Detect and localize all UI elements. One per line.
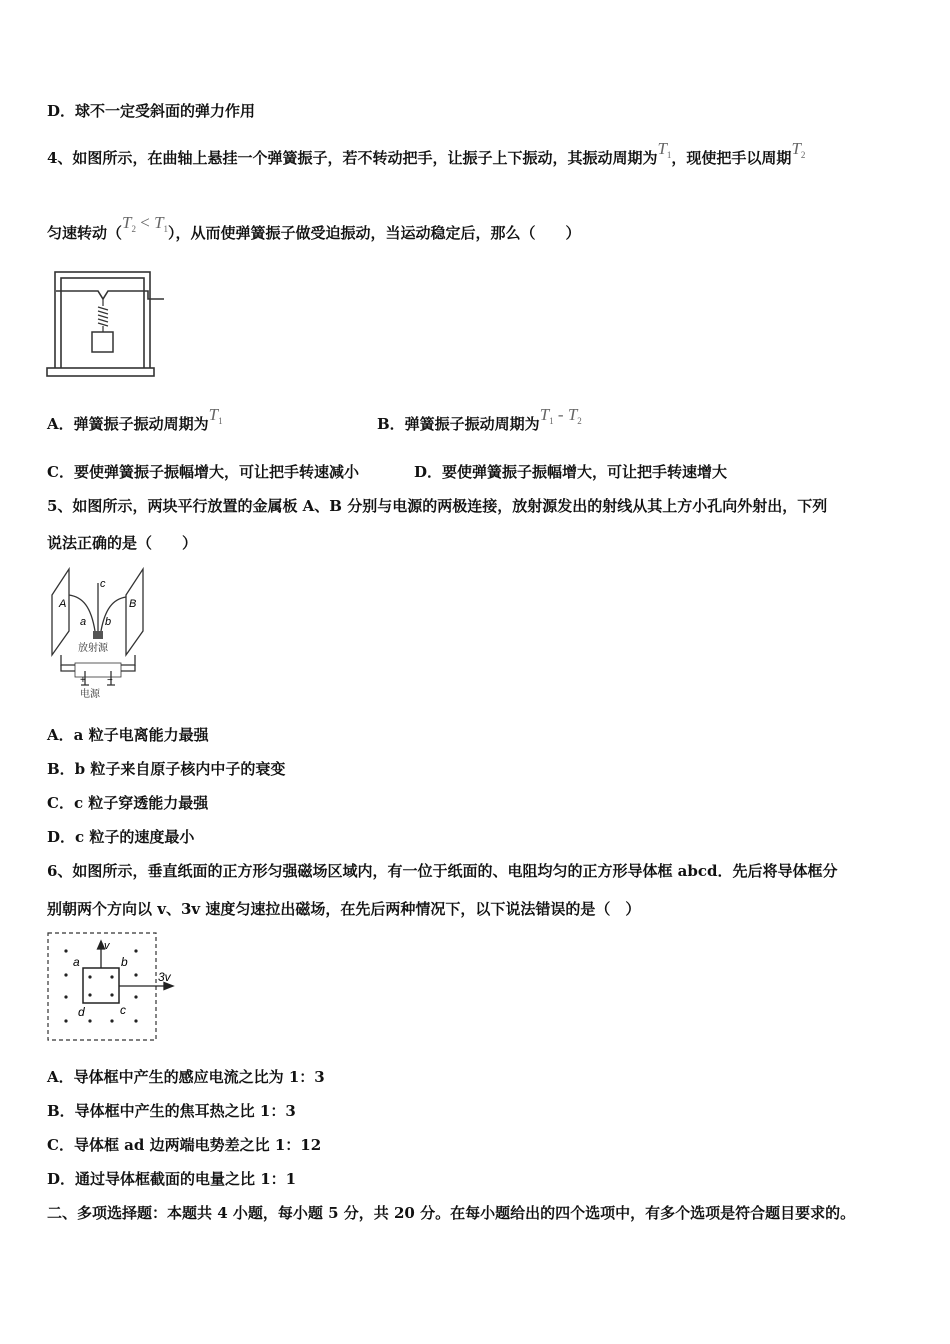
frame-inner [61, 278, 144, 372]
q5-option-b: B．b 粒子来自原子核内中子的衰变 [47, 760, 286, 778]
q4-option-a: A．弹簧振子振动周期为$T_1$ [47, 405, 223, 433]
frame-outer [55, 272, 150, 372]
label-plate-b: B [129, 598, 137, 610]
q5-option-d: D．c 粒子的速度最小 [47, 828, 195, 846]
q5-stem-line1: 5、如图所示，两块平行放置的金属板 A、B 分别与电源的两极连接，放射源发出的射线从其上方小孔向外射出，下列 [47, 497, 828, 515]
q4-condition: $T_2 < T_1$ [122, 213, 169, 234]
label-a: a [73, 955, 80, 969]
q4-option-b: B．弹簧振子振动周期为$T_1 - T_2$ [377, 405, 582, 433]
label-source: 放射源 [78, 643, 108, 654]
label-ray-b: b [105, 616, 112, 628]
label-v: v [104, 940, 110, 952]
crank-shaft [56, 291, 164, 299]
label-plate-a: A [59, 598, 67, 610]
q4-option-b-symbol: $T_1 - T_2$ [539, 405, 582, 426]
q6-magnetic-field-figure [46, 931, 178, 1042]
plate-a [52, 569, 69, 655]
q4-stem-part1: 4、如图所示，在曲轴上悬挂一个弹簧振子，若不转动把手，让振子上下振动，其振动周期为 [47, 149, 658, 167]
q5-stem-line2: 说法正确的是（ ） [47, 534, 198, 552]
label-power: 电源 [80, 689, 100, 700]
conductor-frame [83, 968, 119, 1003]
q4-stem-part3: 匀速转动（ [47, 224, 123, 242]
q6-option-d: D．通过导体框截面的电量之比 1：1 [47, 1170, 297, 1188]
label-3v: 3v [158, 970, 171, 984]
q6-option-a: A．导体框中产生的感应电流之比为 1：3 [47, 1068, 325, 1086]
label-c: c [120, 1003, 126, 1017]
section2-heading: 二、多项选择题：本题共 4 小题，每小题 5 分，共 20 分。在每小题给出的四个选项中，有多个选项是符合题目要求的。 [47, 1204, 856, 1222]
q4-symbol-t2: $T_2$ [791, 139, 806, 160]
q4-option-a-symbol: $T_1$ [208, 405, 223, 426]
q4-option-d: D．要使弹簧振子振幅增大，可让把手转速增大 [414, 463, 728, 481]
radiation-source [93, 631, 103, 639]
q5-radiation-figure [47, 567, 157, 699]
label-minus: − [107, 675, 113, 686]
q6-option-c: C．导体框 ad 边两端电势差之比 1：12 [47, 1136, 322, 1154]
label-b: b [121, 955, 128, 969]
frame-base [47, 368, 154, 376]
label-d: d [78, 1005, 85, 1019]
q5-option-a: A．a 粒子电离能力最强 [47, 726, 209, 744]
label-ray-c: c [100, 578, 106, 590]
plate-b [126, 569, 143, 655]
oscillator-block [92, 332, 113, 352]
q6-option-b: B．导体框中产生的焦耳热之比 1：3 [47, 1102, 296, 1120]
q4-option-c: C．要使弹簧振子振幅增大，可让把手转速减小 [47, 463, 359, 481]
q4-symbol-t1: $T_1$ [657, 139, 672, 160]
q4-stem-part4: ），从而使弹簧振子做受迫振动，当运动稳定后，那么（ ） [168, 224, 581, 242]
q6-stem-line2: 别朝两个方向以 v、3v 速度匀速拉出磁场，在先后两种情况下，以下说法错误的是（ ） [47, 900, 641, 918]
q4-spring-oscillator-figure [46, 268, 168, 380]
q3-option-d: D．球不一定受斜面的弹力作用 [47, 102, 256, 120]
q6-stem-line1: 6、如图所示，垂直纸面的正方形匀强磁场区域内，有一位于纸面的、电阻均匀的正方形导体框 abcd．先后将导体框分 [47, 862, 838, 880]
q4-stem-line2 [47, 213, 581, 249]
q4-stem-line1 [47, 139, 806, 174]
label-ray-a: a [80, 616, 87, 628]
q5-option-c: C．c 粒子穿透能力最强 [47, 794, 209, 812]
spring-coil [98, 299, 108, 332]
label-plus: + [80, 675, 86, 686]
q4-stem-part2: ，现使把手以周期 [671, 149, 792, 167]
